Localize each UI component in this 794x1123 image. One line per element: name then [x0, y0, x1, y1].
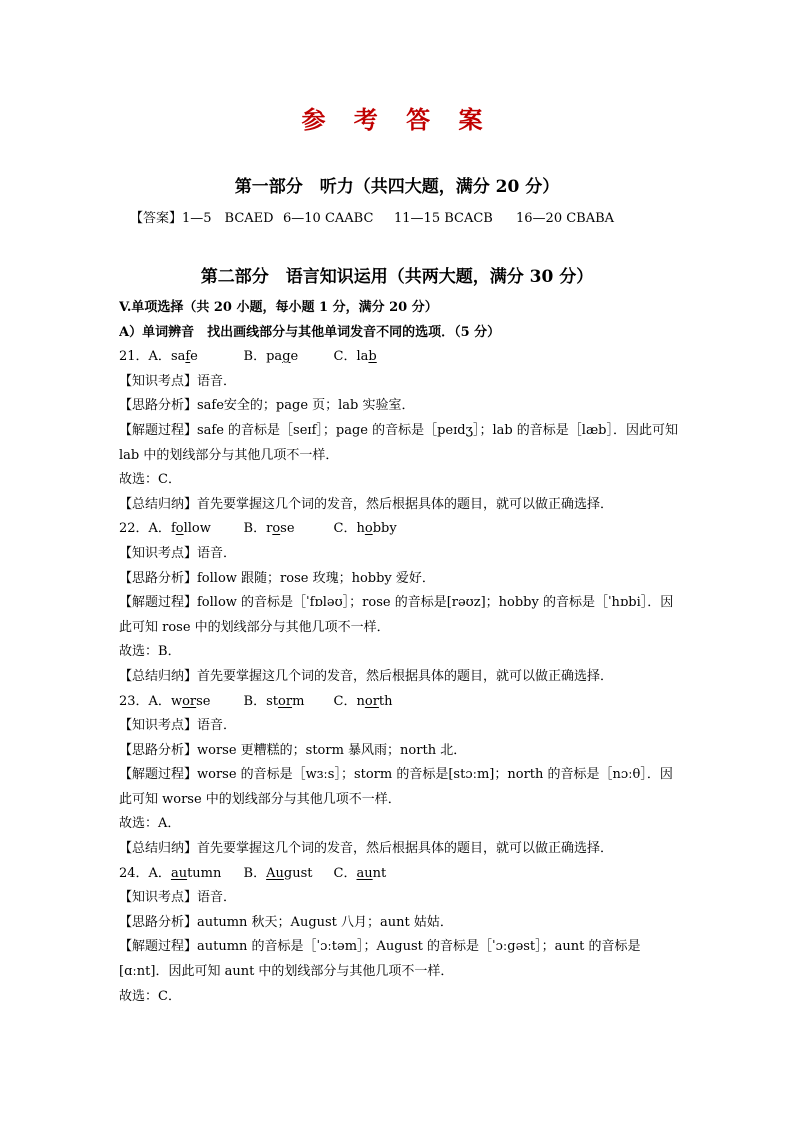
option-word-start: st	[266, 693, 279, 709]
answer-label: 【答案】	[130, 211, 183, 226]
option-word-end: e	[290, 349, 299, 365]
analysis-line: 【思路分析】follow 跟随；rose 玫瑰；hobby 爱好．	[119, 570, 435, 586]
option-word-end: se	[196, 693, 211, 709]
option-word-start: h	[356, 521, 365, 537]
answer-option	[244, 690, 334, 715]
listening-answers	[130, 207, 614, 226]
answer-option	[334, 862, 424, 887]
option-underlined-part: or	[182, 693, 197, 709]
option-underlined-part: b	[368, 349, 377, 365]
option-underlined-part: au	[170, 865, 188, 881]
knowledge-point: 【知识考点】语音．	[119, 718, 237, 734]
process-line-1: 【解题过程】safe 的音标是［seɪf］；page 的音标是［peɪdʒ］；lab 的音标是［læb］．因此可知	[119, 422, 679, 438]
knowledge-point: 【知识考点】语音．	[119, 545, 237, 561]
option-letter: C．	[333, 865, 357, 881]
option-letter: A．	[148, 865, 171, 881]
section-a-heading: A）单词辨音 找出画线部分与其他单词发音不同的选项．（5 分）	[119, 324, 501, 340]
answer-option	[149, 345, 244, 370]
option-word-end: e	[190, 349, 198, 365]
answer-group-1: 1—5 BCAED	[182, 211, 274, 226]
choice-value: C．	[158, 472, 181, 488]
process-line-1: 【解题过程】worse 的音标是［wɜːs］；storm 的音标是[stɔːm]；north 的音标是［nɔːθ］．因	[119, 767, 673, 783]
option-underlined-part: or	[278, 693, 293, 709]
answer-group-2: 6—10 CAABC	[283, 211, 374, 226]
question-options-line	[119, 862, 679, 887]
answer-option	[244, 862, 334, 887]
answer-option	[334, 517, 424, 542]
option-letter: B．	[243, 865, 267, 881]
option-letter: A．	[148, 693, 171, 709]
analysis-line: 【思路分析】autumn 秋天；August 八月；aunt 姑姑．	[119, 914, 453, 930]
summary-line: 【总结归纳】首先要掌握这几个词的发音，然后根据具体的题目，就可以做正确选择．	[119, 496, 614, 512]
option-letter: B．	[243, 693, 267, 709]
process-line-1: 【解题过程】autumn 的音标是［ˈɔːtəm］；August 的音标是［ˈɔːgəst］；aunt 的音标是	[119, 939, 641, 955]
answer-option	[149, 690, 244, 715]
choice-prefix: 故选：	[119, 644, 159, 660]
knowledge-point: 【知识考点】语音．	[119, 373, 237, 389]
option-word-end: nt	[372, 865, 387, 881]
choice-value: B．	[158, 644, 181, 660]
option-letter: C．	[333, 693, 357, 709]
answer-group-4: 16—20 CBABA	[516, 211, 615, 226]
option-underlined-part: g	[282, 349, 291, 365]
question-number: 21．	[119, 349, 149, 365]
answer-group-3: 11—15 BCACB	[394, 211, 493, 226]
option-word-start: w	[170, 693, 183, 709]
option-word-end: llow	[183, 521, 211, 537]
option-word-end: se	[280, 521, 295, 537]
answer-option	[334, 690, 424, 715]
option-word-end: m	[292, 693, 305, 709]
part1-heading: 第一部分 听力（共四大题，满分 20 分）	[234, 177, 560, 197]
option-underlined-part: o	[175, 521, 184, 537]
question-number: 23．	[119, 693, 149, 709]
page-title: 参 考 答 案	[301, 105, 493, 134]
choice-value: A．	[158, 816, 181, 832]
option-word-start: r	[266, 521, 273, 537]
option-letter: B．	[243, 349, 267, 365]
choice-prefix: 故选：	[119, 988, 159, 1004]
option-underlined-part: Au	[266, 865, 284, 881]
option-underlined-part: au	[356, 865, 373, 881]
choice-prefix: 故选：	[119, 816, 159, 832]
process-line-2: 此可知 worse 中的划线部分与其他几项不一样．	[119, 791, 401, 807]
question-options-line	[119, 345, 679, 370]
question-options-line	[119, 690, 679, 715]
process-line-2: 此可知 rose 中的划线部分与其他几项不一样．	[119, 619, 390, 635]
process-line-2: lab 中的划线部分与其他几项不一样．	[119, 447, 339, 463]
answer-option	[244, 345, 334, 370]
option-letter: C．	[333, 349, 357, 365]
option-underlined-part: o	[272, 521, 281, 537]
answer-option	[244, 517, 334, 542]
summary-line: 【总结归纳】首先要掌握这几个词的发音，然后根据具体的题目，就可以做正确选择．	[119, 841, 614, 857]
choice-line	[119, 985, 679, 1010]
knowledge-point: 【知识考点】语音．	[119, 890, 237, 906]
section-v-heading: V.单项选择（共 20 小题，每小题 1 分，满分 20 分）	[119, 300, 438, 315]
analysis-line: 【思路分析】safe安全的；page 页；lab 实验室．	[119, 398, 415, 414]
answer-option	[334, 345, 424, 370]
question-options-line	[119, 517, 679, 542]
option-word-end: th	[378, 693, 393, 709]
option-word-end: bby	[372, 521, 397, 537]
analysis-line: 【思路分析】worse 更糟糕的；storm 暴风雨；north 北．	[119, 742, 467, 758]
option-letter: A．	[148, 349, 171, 365]
choice-value: C．	[158, 988, 181, 1004]
choice-line	[119, 640, 679, 665]
process-line-1: 【解题过程】follow 的音标是［ˈfɒləʊ］；rose 的音标是[rəʊz]；hobby 的音标是［ˈhɒbi］．因	[119, 595, 674, 611]
choice-line	[119, 468, 679, 493]
question-list	[119, 296, 679, 1009]
question-number: 24．	[119, 865, 149, 881]
summary-line: 【总结归纳】首先要掌握这几个词的发音，然后根据具体的题目，就可以做正确选择．	[119, 668, 614, 684]
part2-heading: 第二部分 语言知识运用（共两大题，满分 30 分）	[200, 267, 594, 287]
option-underlined-part: or	[364, 693, 379, 709]
option-word-start: pa	[266, 349, 283, 365]
answer-option	[149, 862, 244, 887]
option-word-end: gust	[283, 865, 313, 881]
process-line-2: [ɑːnt]．因此可知 aunt 中的划线部分与其他几项不一样．	[119, 964, 454, 980]
questions-container	[119, 345, 679, 1009]
option-underlined-part: o	[364, 521, 373, 537]
option-underlined-part: f	[185, 349, 191, 365]
option-letter: C．	[333, 521, 357, 537]
option-word-start: la	[356, 349, 369, 365]
option-word-start: f	[170, 521, 176, 537]
option-word-start: sa	[170, 349, 186, 365]
option-letter: A．	[148, 521, 171, 537]
choice-prefix: 故选：	[119, 472, 159, 488]
answer-option	[149, 517, 244, 542]
option-word-start: n	[356, 693, 365, 709]
choice-line	[119, 812, 679, 837]
option-word-end: tumn	[187, 865, 222, 881]
option-letter: B．	[243, 521, 267, 537]
question-number: 22．	[119, 521, 149, 537]
